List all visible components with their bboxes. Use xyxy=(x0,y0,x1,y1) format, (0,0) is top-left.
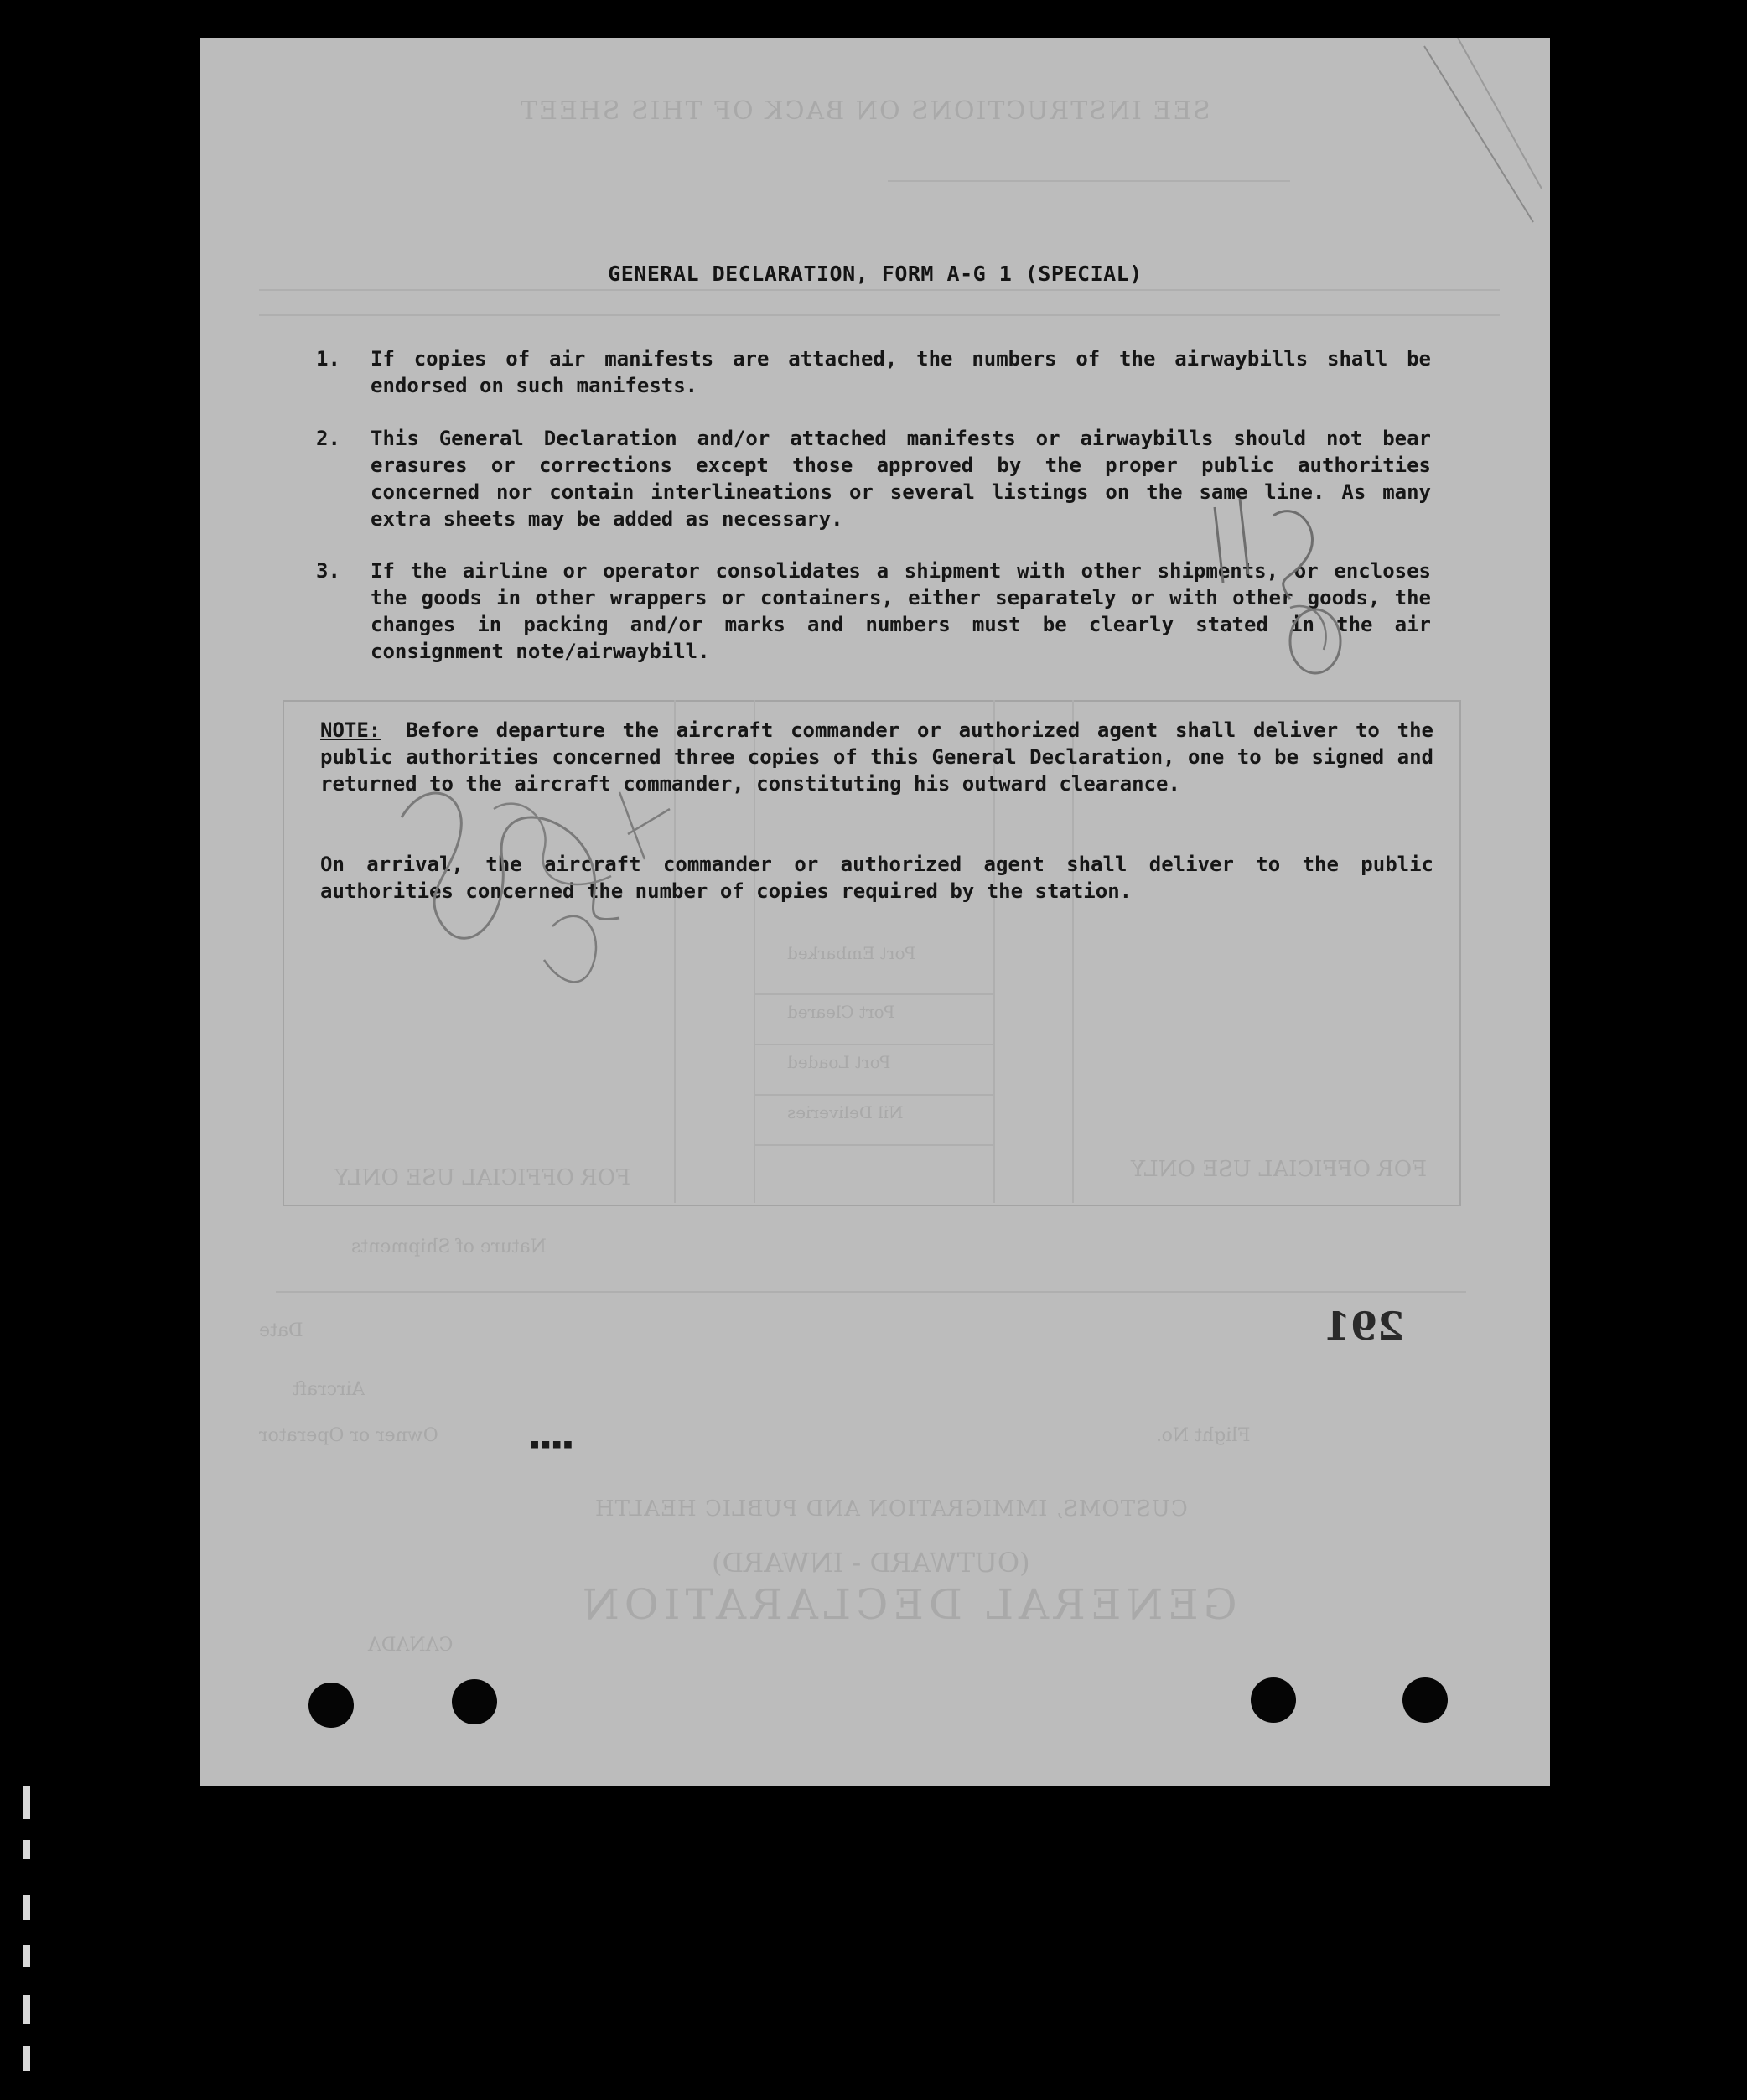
instruction-number: 1. xyxy=(316,347,340,371)
bleed-through-rule xyxy=(276,1291,1466,1293)
bleed-through-official-left: FOR OFFICIAL USE ONLY xyxy=(334,1165,631,1190)
instruction-number: 2. xyxy=(316,427,340,450)
bleed-through-owner: Owner or Operator xyxy=(259,1425,438,1446)
form-title: GENERAL DECLARATION, FORM A-G 1 (SPECIAL) xyxy=(608,262,1143,286)
bleed-through-subtitle: (OUTWARD - INWARD) xyxy=(712,1547,1030,1579)
bleed-through-agencies: CUSTOMS, IMMIGRATION AND PUBLIC HEALTH xyxy=(594,1496,1188,1522)
bleed-through-date: Date xyxy=(259,1320,303,1341)
pencil-stroke-icon xyxy=(1407,38,1550,231)
bleed-through-rule xyxy=(259,314,1500,316)
bleed-through-header: SEE INSTRUCTIONS ON BACK OF THIS SHEET xyxy=(519,96,1210,126)
bleed-through-main-title: GENERAL DECLARATION xyxy=(578,1580,1237,1629)
bleed-through-port-cleared: Port Cleared xyxy=(787,1002,895,1022)
instruction-text: This General Declaration and/or attached manifests or airwaybills should not bear erasures or corrections except those approved by the proper public authorities concerned nor contain interlineations or several listings on the same line. As many extra sheets may be added as necessary. xyxy=(371,427,1431,531)
bleed-through-canada: CANADA xyxy=(368,1635,454,1656)
bleed-through-aircraft: Aircraft xyxy=(293,1379,365,1400)
film-edge xyxy=(23,1895,30,1920)
instruction-number: 3. xyxy=(316,559,340,583)
bleed-through-rule xyxy=(754,1044,993,1045)
note-text-2: On arrival, the aircraft commander or authorized agent shall deliver to the public authorities concerned the number of copies required by the station. xyxy=(320,853,1433,903)
instruction-item-1 xyxy=(316,345,1431,399)
note-paragraph-1 xyxy=(320,717,1433,797)
bleed-through-nature: Nature of Shipments xyxy=(351,1237,547,1257)
bleed-through-rule xyxy=(754,993,993,995)
bleed-through-nil-deliveries: Nil Deliveries xyxy=(787,1102,904,1123)
ink-mark: ▪▪▪▪ xyxy=(529,1434,573,1454)
film-edge xyxy=(23,2046,30,2071)
bleed-through-port-loaded: Port Loaded xyxy=(787,1052,891,1072)
bleed-through-rule xyxy=(754,1144,993,1146)
bleed-through-rule xyxy=(888,180,1290,182)
note-text-1: Before departure the aircraft commander or authorized agent shall deliver to the public authorities concerned three copies of this General Declaration, one to be signed and returned to the aircraft commander, constituting his outward clearance. xyxy=(320,718,1433,796)
film-edge xyxy=(23,1840,30,1859)
bleed-through-official-right: FOR OFFICIAL USE ONLY xyxy=(1131,1157,1428,1182)
instruction-item-3 xyxy=(316,557,1431,665)
instruction-text: If the airline or operator consolidates a shipment with other shipments, or encloses the goods in other wrappers or containers, either separately or with other goods, the changes in packing and/or marks and numbers must be clearly stated in the air consignment note/airwaybill. xyxy=(371,559,1431,663)
note-paragraph-2 xyxy=(320,851,1433,905)
bleed-through-flight-no: Flight No. xyxy=(1156,1425,1251,1446)
instruction-text: If copies of air manifests are attached, the numbers of the airwaybills shall be endorsed on such manifests. xyxy=(371,347,1431,397)
film-edge xyxy=(23,1786,30,1819)
stamp-number: 291 xyxy=(1324,1304,1405,1349)
binder-hole xyxy=(1251,1677,1296,1723)
bleed-through-rule xyxy=(259,289,1500,291)
binder-hole xyxy=(308,1683,354,1728)
instruction-item-2 xyxy=(316,425,1431,532)
bleed-through-rule xyxy=(754,1094,993,1096)
binder-hole xyxy=(452,1679,497,1724)
film-edge xyxy=(23,1995,30,2024)
binder-hole xyxy=(1402,1677,1448,1723)
note-label: NOTE: xyxy=(320,718,381,742)
bleed-through-port-embarked: Port Embarked xyxy=(787,943,916,963)
document-sheet xyxy=(200,38,1550,1786)
film-edge xyxy=(23,1945,30,1967)
